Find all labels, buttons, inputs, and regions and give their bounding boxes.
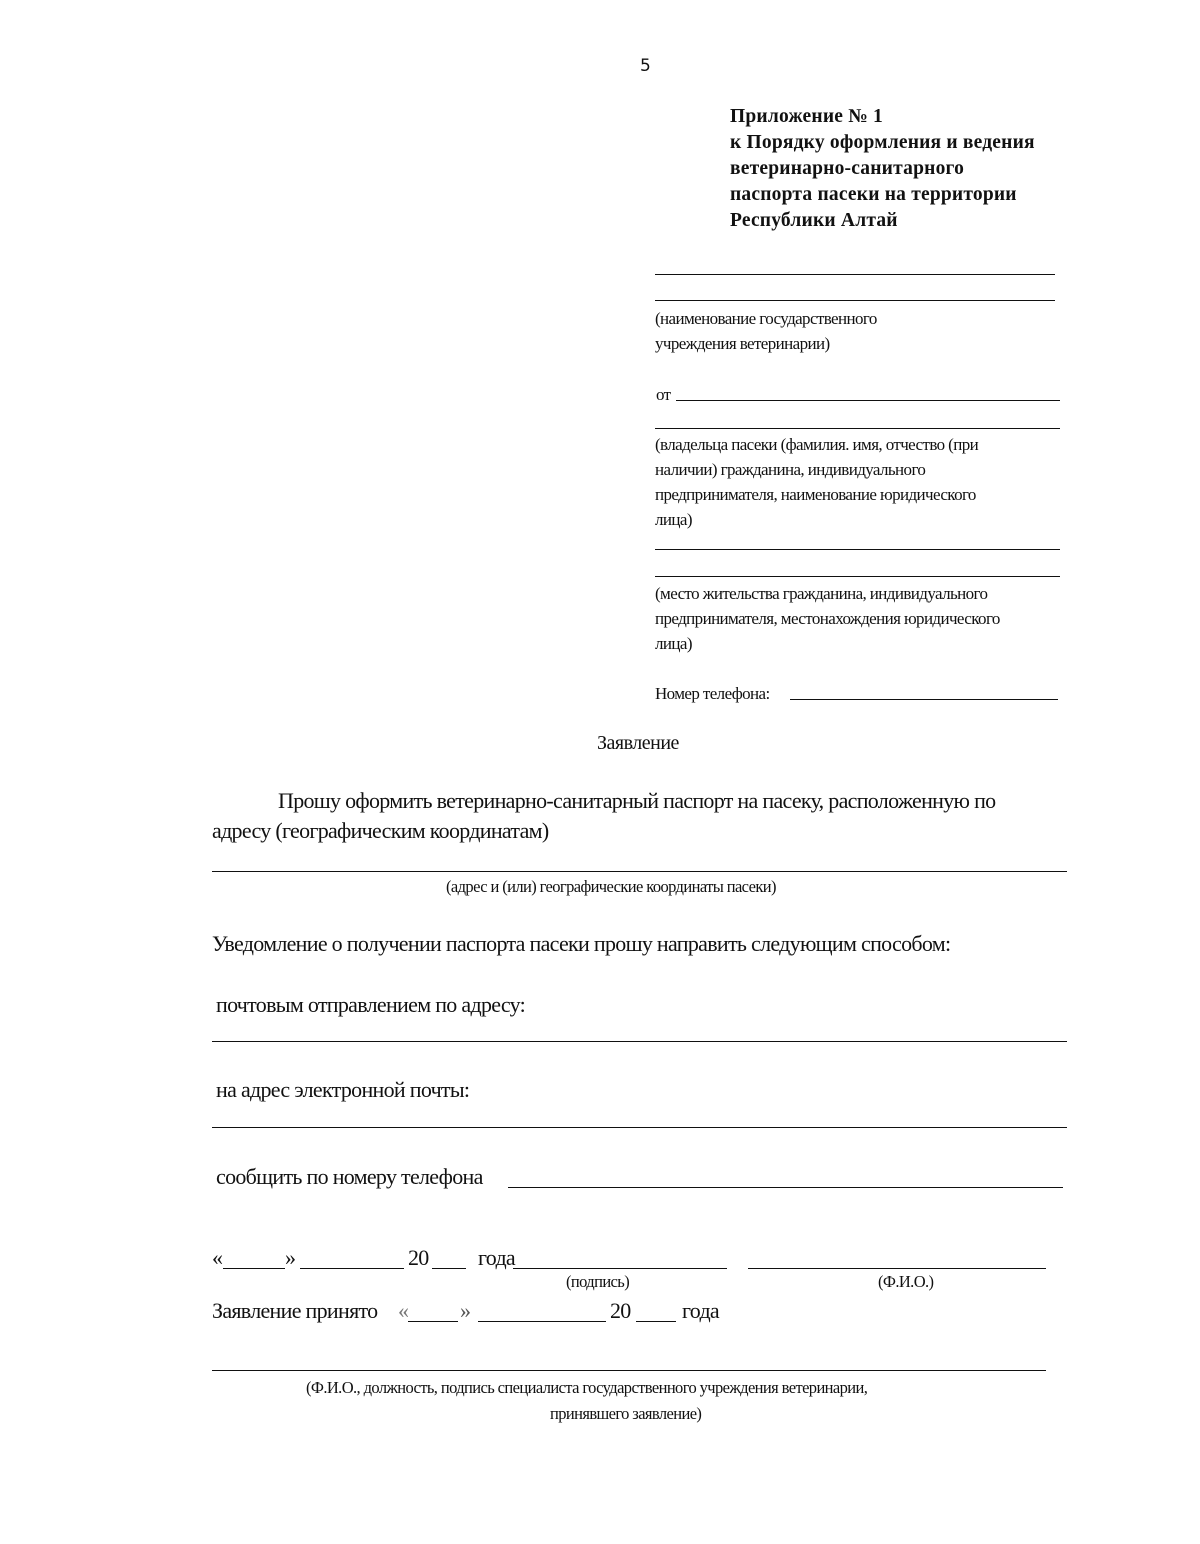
residence-field-line-2[interactable] [655,576,1060,577]
phone-field-line[interactable] [790,699,1058,700]
apiary-address-caption: (адрес и (или) географические координаты пасеки) [446,877,776,896]
owner-caption: (владельца пасеки (фамилия. имя, отчество (при наличии) гражданина, индивидуального предпринимателя, наименование юридического лица) [655,435,979,529]
accepted-year-prefix: 20 [610,1298,631,1323]
recipient-caption: (наименование государственного учреждения ветеринарии) [655,309,877,353]
date-close-quote: » [285,1245,296,1270]
date-year-line[interactable] [432,1268,466,1269]
appendix-line-1: Приложение № 1 [730,106,884,127]
accepted-label: Заявление принято [212,1298,378,1323]
signature-line[interactable] [513,1268,727,1269]
postal-address-line[interactable] [212,1041,1067,1042]
notification-email-label: на адрес электронной почты: [216,1077,470,1102]
date-month-line[interactable] [300,1268,404,1269]
page-number: 5 [640,56,651,76]
date-day-line[interactable] [223,1268,285,1269]
appendix-line-2: к Порядку оформления и ведения [730,132,1035,153]
accepted-close-quote: » [460,1298,471,1323]
notification-phone-line[interactable] [508,1187,1063,1188]
date-year-prefix: 20 [408,1245,429,1270]
accepted-month-line[interactable] [478,1321,606,1322]
appendix-line-5: Республики Алтай [730,210,898,231]
document-title: Заявление [597,732,679,754]
notification-phone-label: сообщить по номеру телефона [216,1164,483,1189]
request-line-1: Прошу оформить ветеринарно-санитарный паспорт на пасеку, расположенную по [278,788,996,813]
specialist-line[interactable] [212,1370,1046,1371]
residence-field-line-1[interactable] [655,549,1060,550]
owner-field-line-1[interactable] [676,400,1060,401]
notification-postal-label: почтовым отправлением по адресу: [216,992,526,1017]
appendix-line-4: паспорта пасеки на территории [730,184,1017,205]
specialist-caption-line-2: принявшего заявление) [550,1404,702,1423]
accepted-day-line[interactable] [408,1321,458,1322]
recipient-field-line-1[interactable] [655,274,1055,275]
request-line-2: адресу (географическим координатам) [212,818,549,843]
owner-field-line-2[interactable] [655,428,1060,429]
apiary-address-line[interactable] [212,871,1067,872]
fio-line[interactable] [748,1268,1046,1269]
email-address-line[interactable] [212,1127,1067,1128]
date-open-quote: « [212,1245,223,1270]
date-year-word: года [478,1245,515,1270]
specialist-caption-line-1: (Ф.И.О., должность, подпись специалиста государственного учреждения ветеринарии, [306,1378,868,1397]
residence-caption: (место жительства гражданина, индивидуального предпринимателя, местонахождения юридического лица) [655,584,1000,653]
appendix-line-3: ветеринарно-санитарного [730,158,965,179]
recipient-field-line-2[interactable] [655,300,1055,301]
from-label: от [656,385,671,404]
phone-label: Номер телефона: [655,684,770,703]
notification-intro: Уведомление о получении паспорта пасеки прошу направить следующим способом: [212,931,951,956]
signature-caption: (подпись) [566,1272,630,1291]
fio-caption: (Ф.И.О.) [878,1272,934,1291]
appendix-heading [730,104,1035,234]
accepted-year-word: года [682,1298,719,1323]
accepted-year-line[interactable] [636,1321,676,1322]
accepted-open-quote: « [398,1298,409,1323]
